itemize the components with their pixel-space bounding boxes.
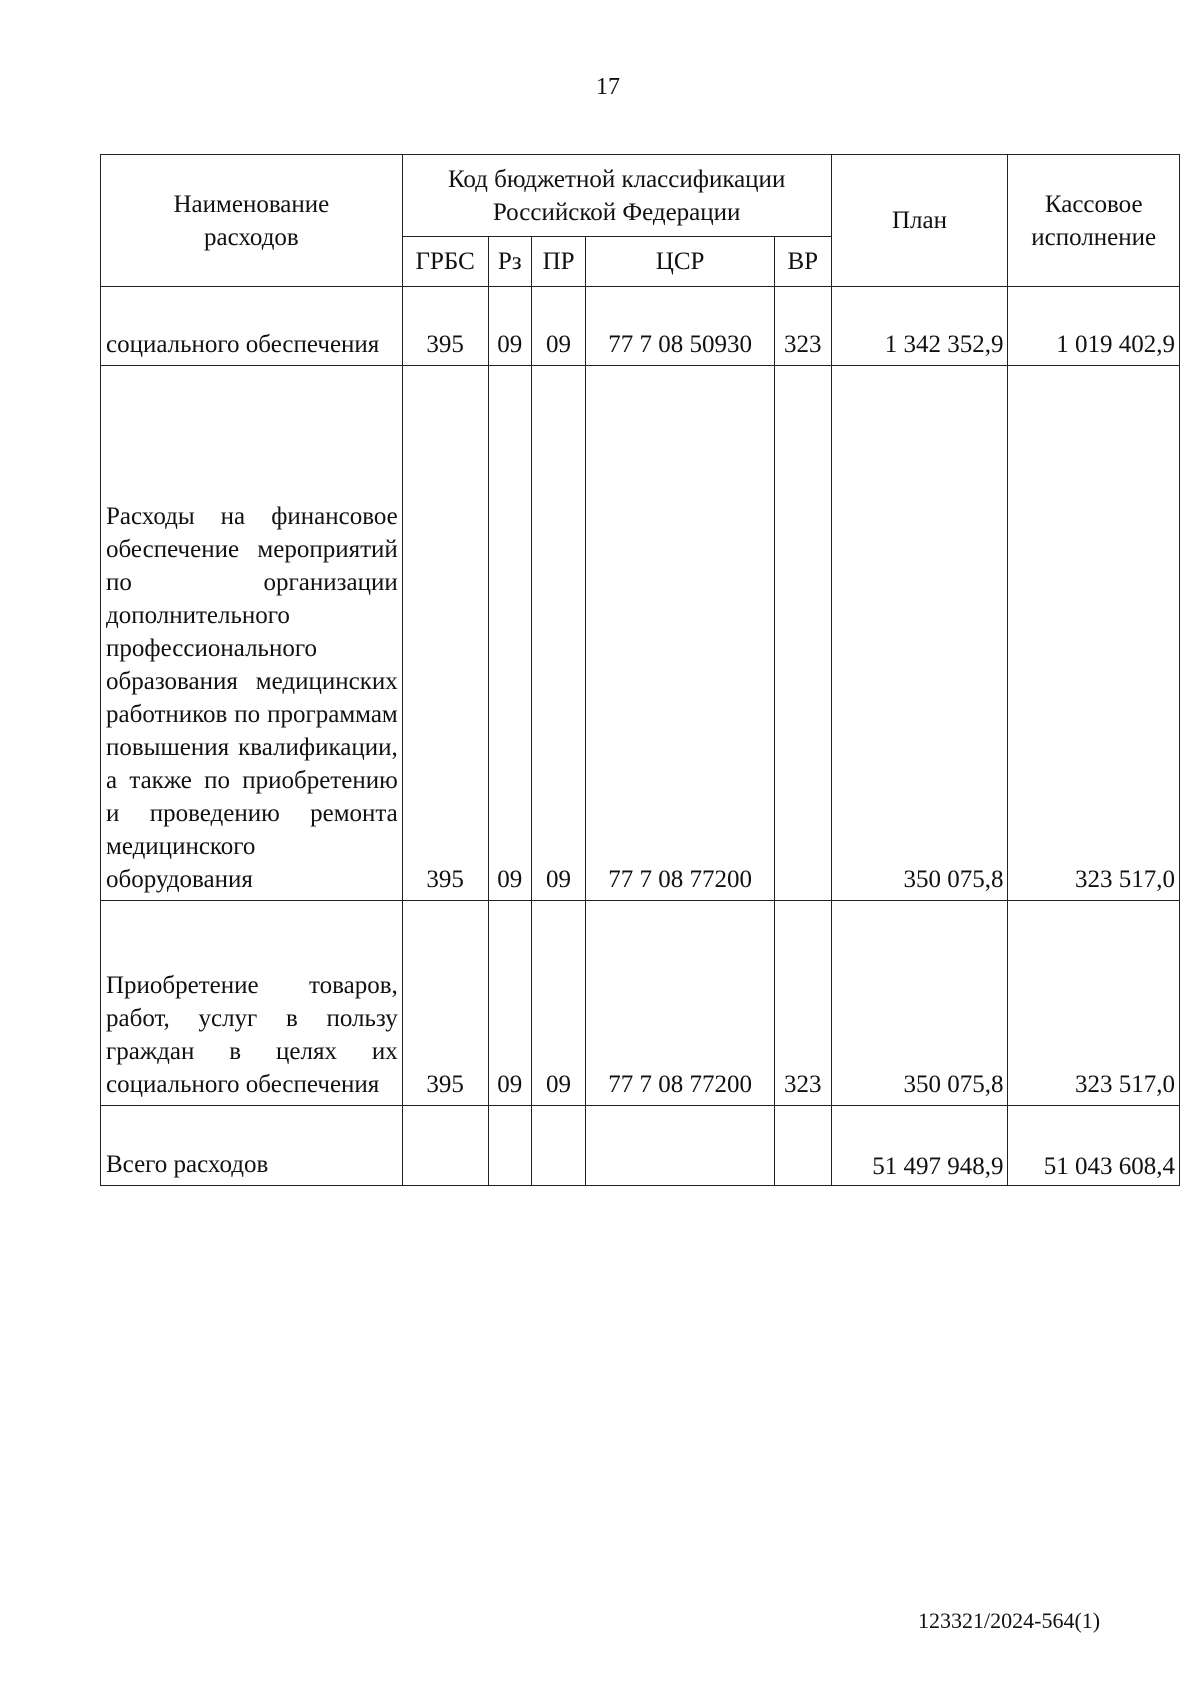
total-label: Всего расходов — [101, 1106, 403, 1186]
header-name: Наименование расходов — [101, 155, 403, 287]
row-csr: 77 7 08 77200 — [586, 366, 775, 901]
row-cash: 1 019 402,9 — [1008, 287, 1180, 366]
total-empty-cell — [488, 1106, 531, 1186]
table-row — [101, 901, 1180, 1106]
total-row — [101, 1106, 1180, 1186]
row-cash: 323 517,0 — [1008, 366, 1180, 901]
row-vr: 323 — [775, 287, 831, 366]
header-code-group: Код бюджетной классификации Российской Федерации — [402, 155, 831, 237]
row-vr — [775, 366, 831, 901]
header-csr: ЦСР — [586, 237, 775, 287]
header-grbs: ГРБС — [402, 237, 488, 287]
row-name: Расходы на финансовое обеспечение мероприятий по организации дополнительного профессионального образования медицинских работников по программам повышения квалификации, а также по приобретению и проведению ремонта медицинского оборудования — [101, 366, 403, 901]
total-empty-cell — [586, 1106, 775, 1186]
total-empty-cell — [531, 1106, 585, 1186]
row-rz: 09 — [488, 366, 531, 901]
row-pr: 09 — [531, 366, 585, 901]
row-plan: 350 075,8 — [831, 366, 1008, 901]
header-pr: ПР — [531, 237, 585, 287]
header-rz: Рз — [488, 237, 531, 287]
page-number: 17 — [596, 74, 620, 100]
header-plan: План — [831, 155, 1008, 287]
row-grbs: 395 — [402, 366, 488, 901]
row-name: Приобретение товаров, работ, услуг в пользу граждан в целях их социального обеспечения — [101, 901, 403, 1106]
header-vr: ВР — [775, 237, 831, 287]
document-number: 123321/2024-564(1) — [918, 1608, 1101, 1633]
total-cash: 51 043 608,4 — [1008, 1106, 1180, 1186]
row-csr: 77 7 08 77200 — [586, 901, 775, 1106]
row-cash: 323 517,0 — [1008, 901, 1180, 1106]
row-grbs: 395 — [402, 287, 488, 366]
total-empty-cell — [402, 1106, 488, 1186]
row-pr: 09 — [531, 901, 585, 1106]
budget-table — [100, 154, 1180, 1186]
table-row — [101, 287, 1180, 366]
total-plan: 51 497 948,9 — [831, 1106, 1008, 1186]
row-vr: 323 — [775, 901, 831, 1106]
row-plan: 350 075,8 — [831, 901, 1008, 1106]
header-cash: Кассовое исполнение — [1008, 155, 1180, 287]
total-empty-cell — [775, 1106, 831, 1186]
row-pr: 09 — [531, 287, 585, 366]
table-row — [101, 366, 1180, 901]
row-plan: 1 342 352,9 — [831, 287, 1008, 366]
row-name: социального обеспечения — [101, 287, 403, 366]
row-grbs: 395 — [402, 901, 488, 1106]
row-rz: 09 — [488, 287, 531, 366]
row-csr: 77 7 08 50930 — [586, 287, 775, 366]
row-rz: 09 — [488, 901, 531, 1106]
